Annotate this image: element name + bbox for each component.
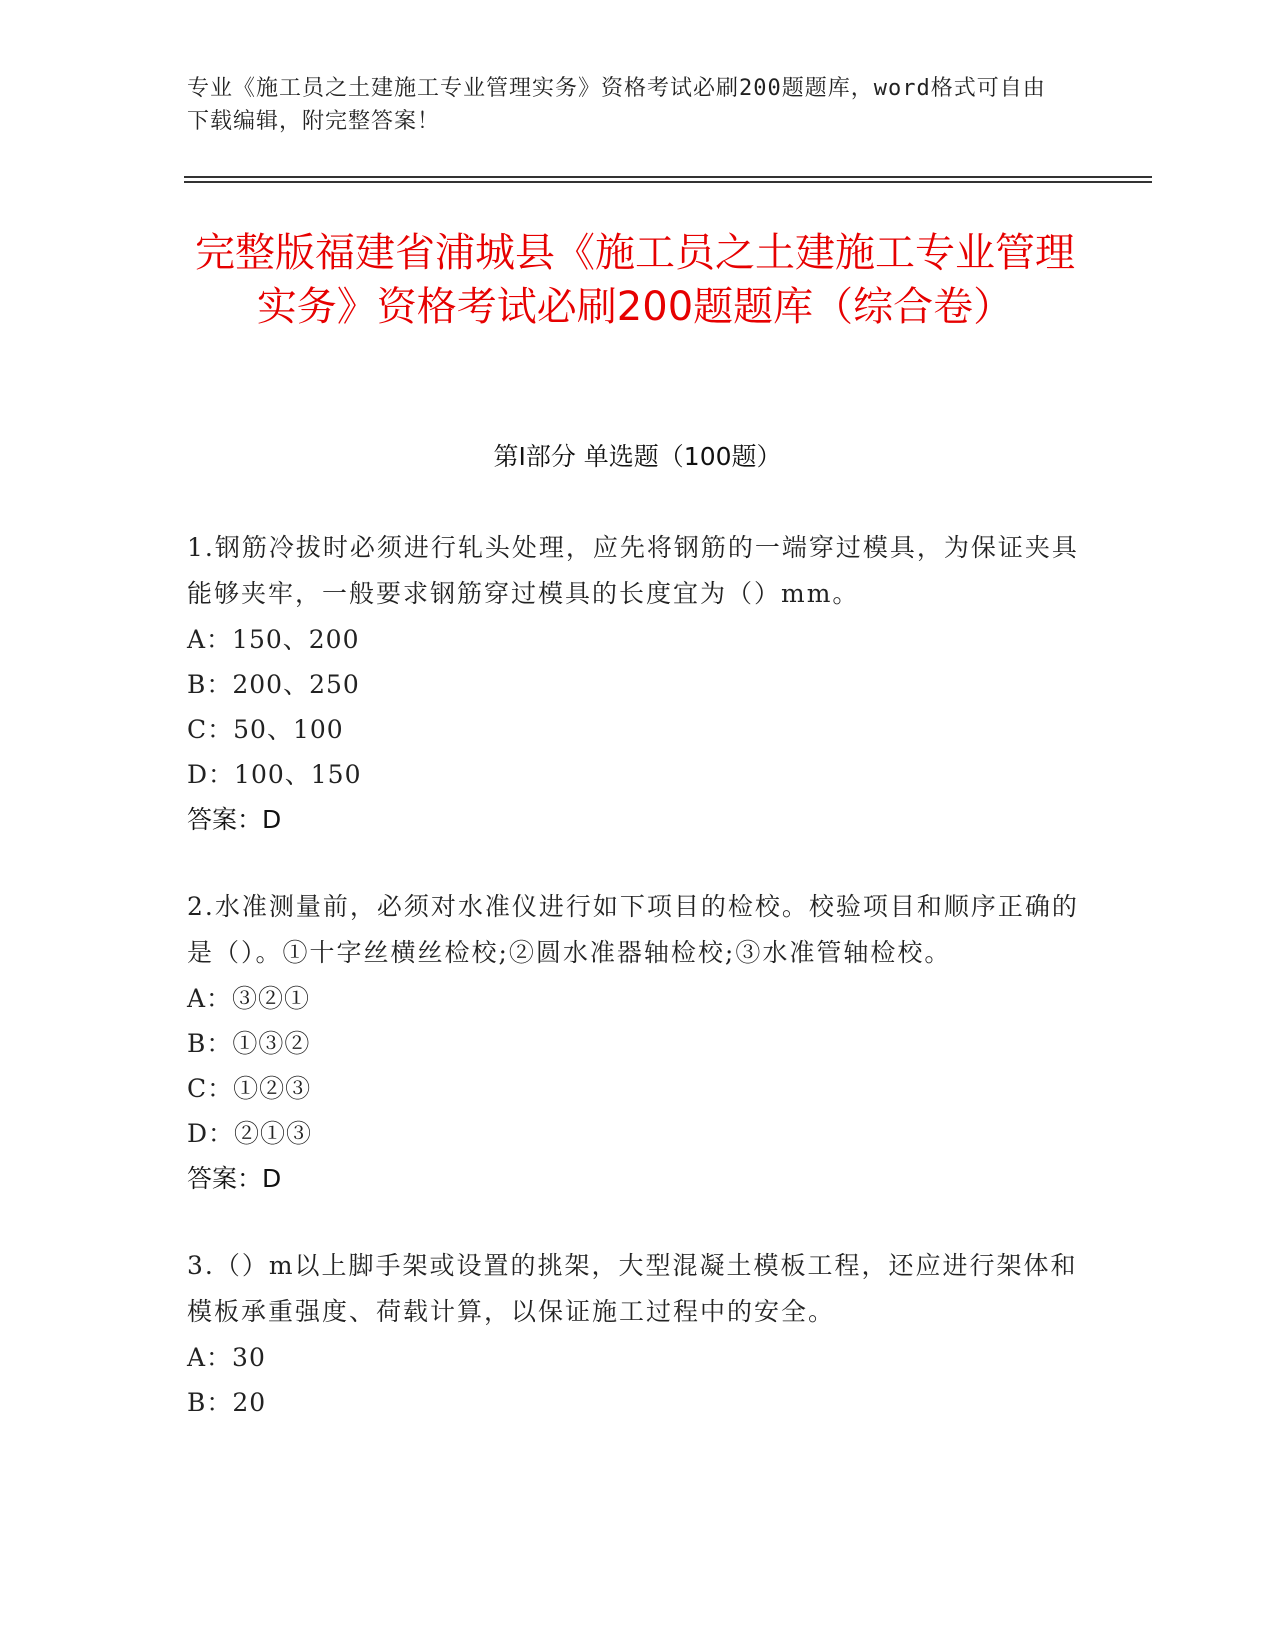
answer-line: 答案：D <box>187 805 282 834</box>
answer-line: 答案：D <box>187 1164 282 1193</box>
option-d: D：②①③ <box>187 1119 313 1148</box>
question-list <box>187 525 1092 1466</box>
option-d: D：100、150 <box>187 760 362 789</box>
question-stem: 2.水准测量前，必须对水准仪进行如下项目的检校。校验项目和顺序正确的是（）。①十字丝横丝检校;②圆水准器轴检校;③水准管轴检校。 <box>187 892 1079 967</box>
option-a: A：③②① <box>187 984 311 1013</box>
header-note: 专业《施工员之土建施工专业管理实务》资格考试必刷200题题库，word格式可自由下载编辑，附完整答案！ <box>187 76 1046 134</box>
question-2 <box>187 884 1092 1202</box>
section-title: 第Ⅰ部分 单选题（100题） <box>493 442 782 471</box>
option-a: A：150、200 <box>187 625 360 654</box>
option-b: B：①③② <box>187 1029 311 1058</box>
question-stem: 3.（）m以上脚手架或设置的挑架，大型混凝土模板工程，还应进行架体和模板承重强度、荷载计算，以保证施工过程中的安全。 <box>187 1251 1078 1326</box>
option-c: C：50、100 <box>187 715 344 744</box>
question-stem: 1.钢筋冷拔时必须进行轧头处理，应先将钢筋的一端穿过模具，为保证夹具能够夹牢，一般要求钢筋穿过模具的长度宜为（）mm。 <box>187 533 1079 608</box>
option-c: C：①②③ <box>187 1074 312 1103</box>
document-title: 完整版福建省浦城县《施工员之土建施工专业管理实务》资格考试必刷200题题库（综合卷） <box>195 230 1075 330</box>
option-b: B：20 <box>187 1388 267 1417</box>
question-3 <box>187 1243 1092 1425</box>
option-b: B：200、250 <box>187 670 360 699</box>
option-a: A：30 <box>187 1343 266 1372</box>
header-divider-bottom <box>184 181 1152 183</box>
question-1 <box>187 525 1092 843</box>
header-divider-top <box>184 176 1152 178</box>
